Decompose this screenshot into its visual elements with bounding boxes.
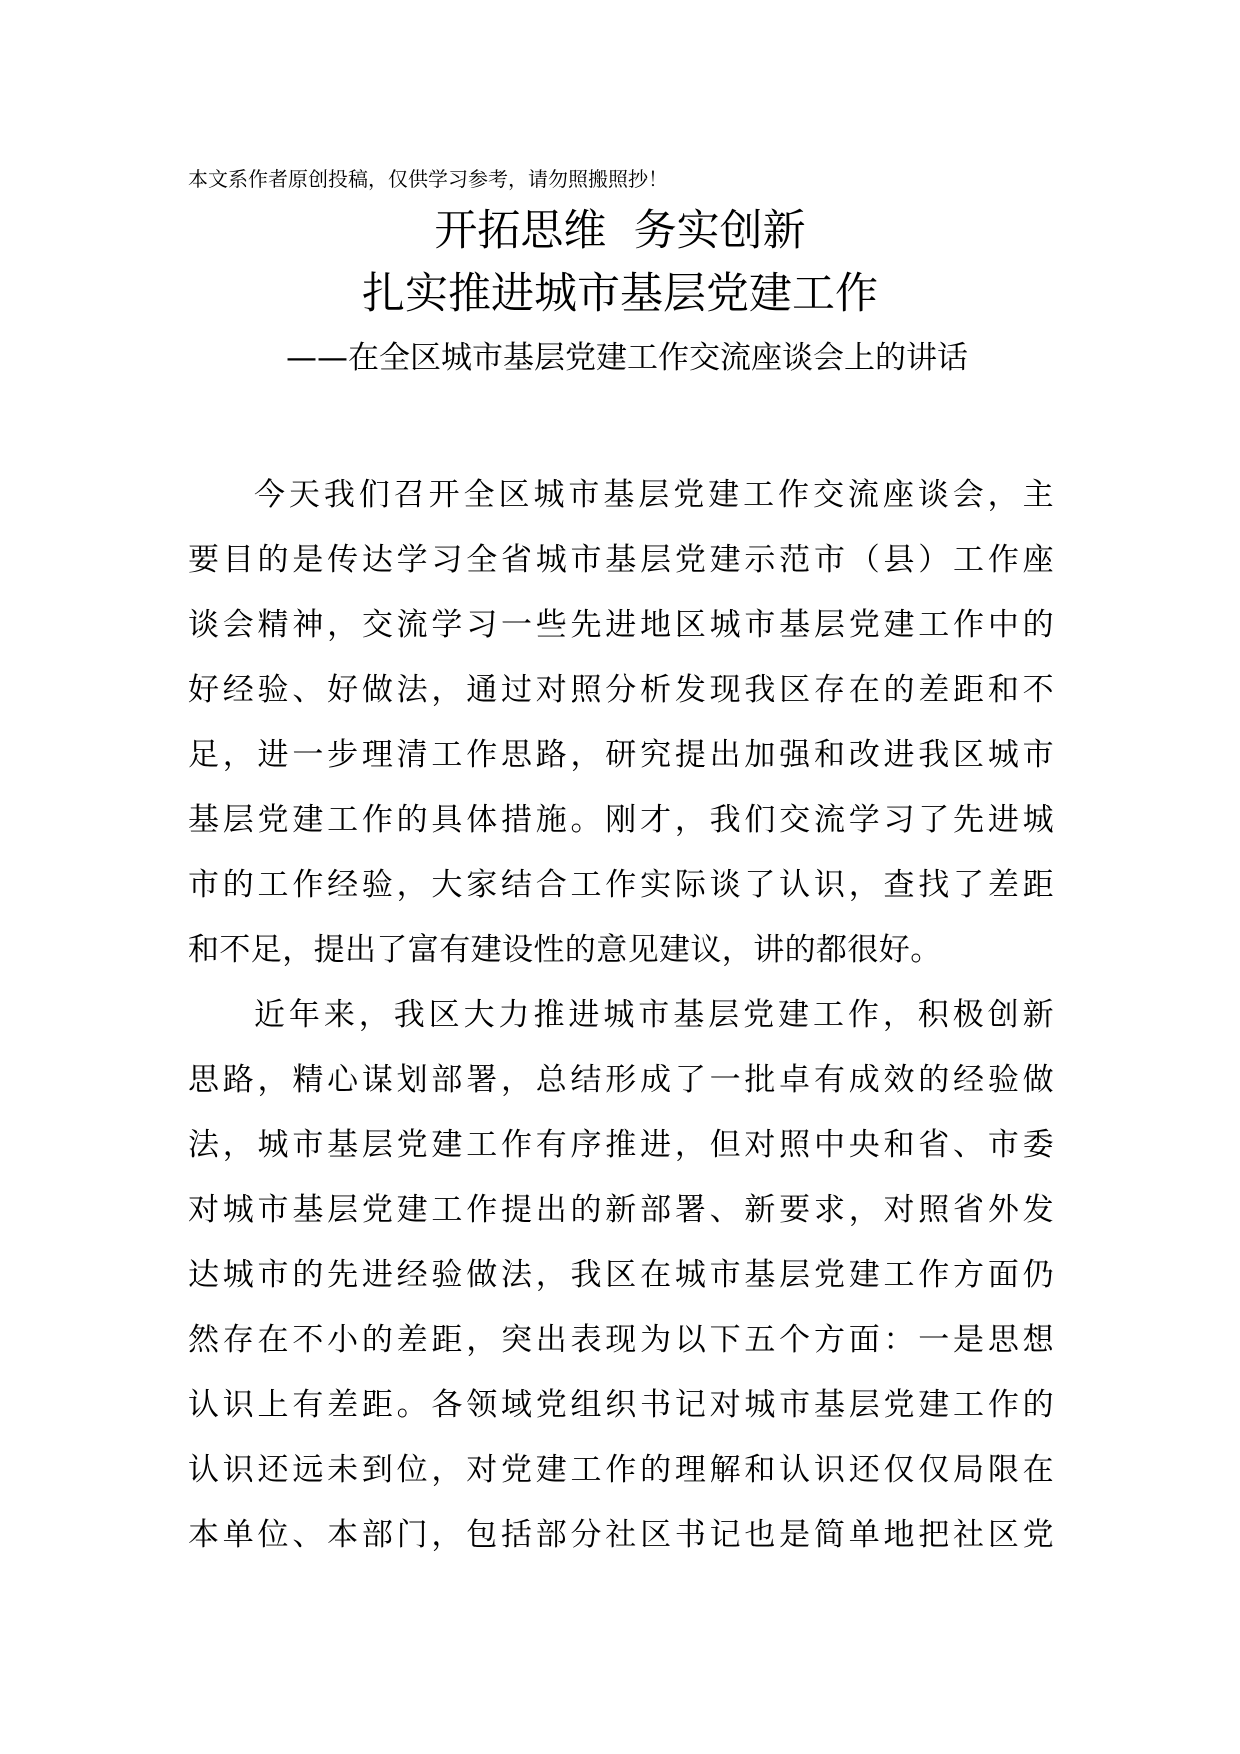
paragraph-1-line: 足，进一步理清工作思路，研究提出加强和改进我区城市 — [188, 737, 1054, 773]
paragraph-2-line: 思路，精心谋划部署，总结形成了一批卓有成效的经验做 — [188, 1062, 1054, 1098]
paragraph-1-line: 要目的是传达学习全省城市基层党建示范市（县）工作座 — [188, 542, 1054, 578]
paragraph-1-line: 谈会精神，交流学习一些先进地区城市基层党建工作中的 — [188, 607, 1054, 643]
paragraph-1-line: 和不足，提出了富有建设性的意见建议，讲的都很好。 — [188, 932, 942, 968]
paragraph-2-line: 本单位、本部门，包括部分社区书记也是简单地把社区党 — [188, 1517, 1054, 1553]
paragraph-2-line: 认识还远未到位，对党建工作的理解和认识还仅仅局限在 — [188, 1452, 1054, 1488]
paragraph-1-line: 基层党建工作的具体措施。刚才，我们交流学习了先进城 — [188, 802, 1054, 838]
paragraph-1-line: 好经验、好做法，通过对照分析发现我区存在的差距和不 — [188, 672, 1054, 708]
paragraph-2-line: 达城市的先进经验做法，我区在城市基层党建工作方面仍 — [188, 1257, 1054, 1293]
body-text — [188, 463, 1054, 1568]
title-line-1: 开拓思维 务实创新 — [434, 206, 806, 256]
paragraph-1-line: 市的工作经验，大家结合工作实际谈了认识，查找了差距 — [188, 867, 1054, 903]
paragraph-2-line: 法，城市基层党建工作有序推进，但对照中央和省、市委 — [188, 1127, 1054, 1163]
paragraph-2-line: 然存在不小的差距，突出表现为以下五个方面：一是思想 — [188, 1322, 1054, 1358]
paragraph-2-line: 对城市基层党建工作提出的新部署、新要求，对照省外发 — [188, 1192, 1054, 1228]
paragraph-2-line: 近年来，我区大力推进城市基层党建工作，积极创新 — [254, 997, 1054, 1033]
subtitle: ——在全区城市基层党建工作交流座谈会上的讲话 — [286, 340, 968, 376]
copyright-note: 本文系作者原创投稿，仅供学习参考，请勿照搬照抄！ — [188, 167, 668, 191]
title-line-2: 扎实推进城市基层党建工作 — [362, 269, 878, 319]
paragraph-1-line: 今天我们召开全区城市基层党建工作交流座谈会，主 — [254, 477, 1054, 513]
paragraph-2-line: 认识上有差距。各领域党组织书记对城市基层党建工作的 — [188, 1387, 1054, 1423]
